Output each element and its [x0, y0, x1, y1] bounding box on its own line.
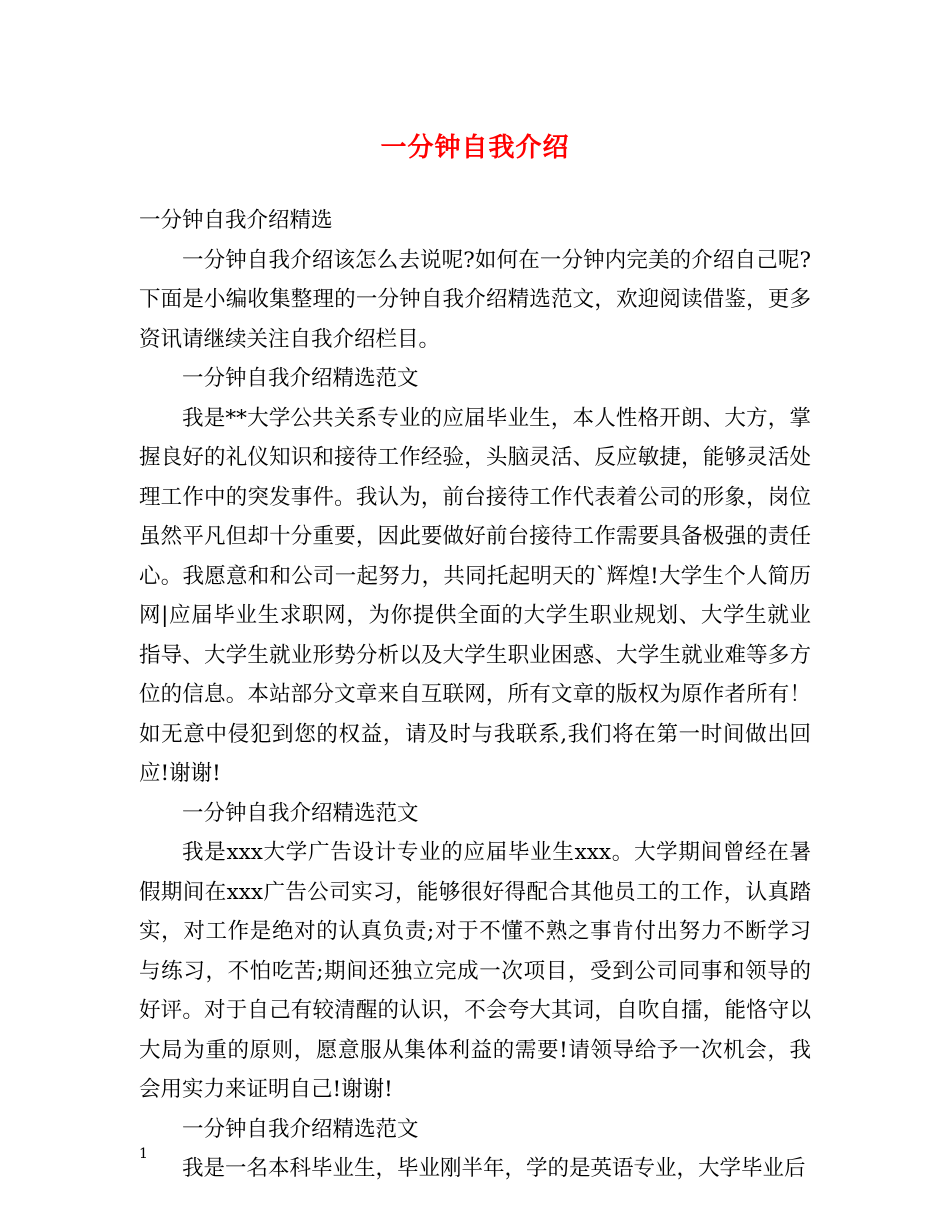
- sample-paragraph-2: 我是xxx大学广告设计专业的应届毕业生xxx。大学期间曾经在暑假期间在xxx广告公司实习，能够很好得配合其他员工的工作，认真踏实，对工作是绝对的认真负责;对于不懂不熟之事肯付出努力不断学习与练习，不怕吃苦;期间还独立完成一次项目，受到公司同事和领导的好评。对于自己有较清醒的认识，不会夸大其词，自吹自擂，能恪守以大局为重的原则，愿意服从集体利益的需要!请领导给予一次机会，我会用实力来证明自己!谢谢!: [139, 840, 811, 1102]
- sample-heading-1: 一分钟自我介绍精选范文: [182, 366, 419, 391]
- sample-paragraph-3: 我是一名本科毕业生，毕业刚半年，学的是英语专业，大学毕业后: [182, 1156, 806, 1181]
- document-body: [139, 201, 811, 1189]
- section-heading: 一分钟自我介绍精选: [139, 208, 333, 233]
- intro-paragraph: 一分钟自我介绍该怎么去说呢?如何在一分钟内完美的介绍自己呢?下面是小编收集整理的一分钟自我介绍精选范文，欢迎阅读借鉴，更多资讯请继续关注自我介绍栏目。: [139, 247, 811, 352]
- page-number: 1: [139, 1146, 148, 1162]
- sample-paragraph-1: 我是**大学公共关系专业的应届毕业生，本人性格开朗、大方，掌握良好的礼仪知识和接待工作经验，头脑灵活、反应敏捷，能够灵活处理工作中的突发事件。我认为，前台接待工作代表着公司的形象，岗位虽然平凡但却十分重要，因此要做好前台接待工作需要具备极强的责任心。我愿意和和公司一起努力，共同托起明天的`辉煌!大学生个人简历网|应届毕业生求职网，为你提供全面的大学生职业规划、大学生就业指导、大学生就业形势分析以及大学生职业困惑、大学生就业难等多方位的信息。本站部分文章来自互联网，所有文章的版权为原作者所有！如无意中侵犯到您的权益，请及时与我联系,我们将在第一时间做出回应!谢谢!: [139, 405, 811, 786]
- document-title: 一分钟自我介绍: [380, 133, 570, 163]
- sample-heading-2: 一分钟自我介绍精选范文: [182, 800, 419, 826]
- sample-heading-3: 一分钟自我介绍精选范文: [182, 1116, 419, 1142]
